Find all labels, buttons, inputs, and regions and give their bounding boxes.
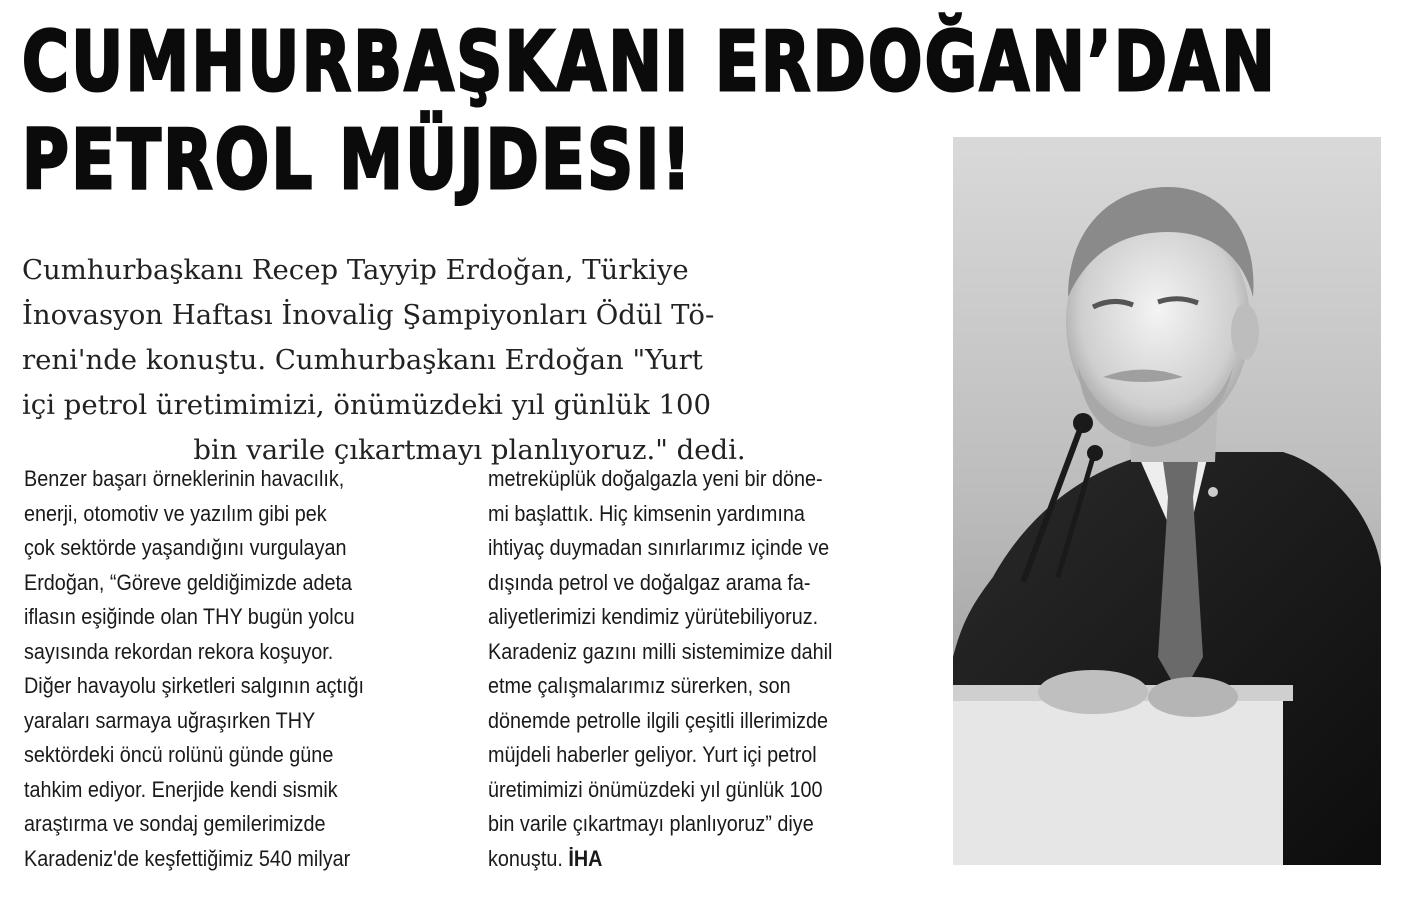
lead-line: Cumhurbaşkanı Recep Tayyip Erdoğan, Türkiye: [22, 254, 689, 286]
lead-line: İnovasyon Haftası İnovalig Şampiyonları Ödül Tö-: [22, 299, 715, 331]
body-line: dışında petrol ve doğalgaz arama fa-: [488, 569, 811, 595]
body-line: metreküplük doğalgazla yeni bir döne-: [488, 466, 823, 491]
body-line: iflasın eşiğinde olan THY bugün yolcu: [24, 604, 355, 629]
body-line: Karadeniz gazını milli sistemimize dahil: [488, 638, 833, 664]
body-line: Benzer başarı örneklerinin havacılık,: [24, 466, 345, 491]
body-line-text: konuştu.: [488, 845, 563, 871]
lead-line: reni'nde konuştu. Cumhurbaşkanı Erdoğan "Yurt: [22, 344, 703, 376]
body-line: bin varile çıkartmayı planlıyoruz” diye: [488, 811, 814, 836]
agency-credit: İHA: [568, 845, 603, 871]
headline-line-1: CUMHURBAŞKANI ERDOĞAN’DAN: [22, 15, 1278, 110]
body-line: ihtiyaç duymadan sınırlarımız içinde ve: [488, 535, 830, 560]
body-line: müjdeli haberler geliyor. Yurt içi petrol: [488, 742, 817, 767]
lead-line: bin varile çıkartmayı planlıyoruz." dedi.: [193, 434, 746, 466]
body-line: enerji, otomotiv ve yazılım gibi pek: [24, 500, 327, 526]
body-line: sektördeki öncü rolünü günde güne: [24, 742, 334, 767]
body-line: çok sektörde yaşandığını vurgulayan: [24, 535, 347, 560]
body-column-left: [24, 462, 420, 876]
body-line-last: [488, 842, 884, 877]
lead-paragraph: [22, 248, 917, 473]
body-line: sayısında rekordan rekora koşuyor.: [24, 638, 334, 664]
body-line: yaraları sarmaya uğraşırken THY: [24, 707, 316, 733]
body-line: aliyetlerimizi kendimiz yürütebiliyoruz.: [488, 604, 819, 629]
speaker-photo: [953, 137, 1381, 865]
body-line: dönemde petrolle ilgili çeşitli illerimizde: [488, 707, 829, 733]
lead-line: içi petrol üretimimizi, önümüzdeki yıl günlük 100: [22, 389, 712, 421]
headline-line-2: PETROL MÜJDESI!: [22, 113, 694, 208]
body-line: Erdoğan, “Göreve geldiğimizde adeta: [24, 569, 353, 595]
body-line: mi başlattık. Hiç kimsenin yardımına: [488, 500, 805, 526]
body-line: Diğer havayolu şirketleri salgının açtığı: [24, 673, 365, 698]
body-line: tahkim ediyor. Enerjide kendi sismik: [24, 776, 338, 802]
body-line: araştırma ve sondaj gemilerimizde: [24, 811, 326, 836]
body-column-right: [488, 462, 884, 876]
body-line: Karadeniz'de keşfettiğimiz 540 milyar: [24, 845, 351, 871]
headline: [22, 14, 1278, 210]
body-line: etme çalışmalarımız sürerken, son: [488, 673, 791, 698]
body-line: üretimimizi önümüzdeki yıl günlük 100: [488, 776, 823, 802]
